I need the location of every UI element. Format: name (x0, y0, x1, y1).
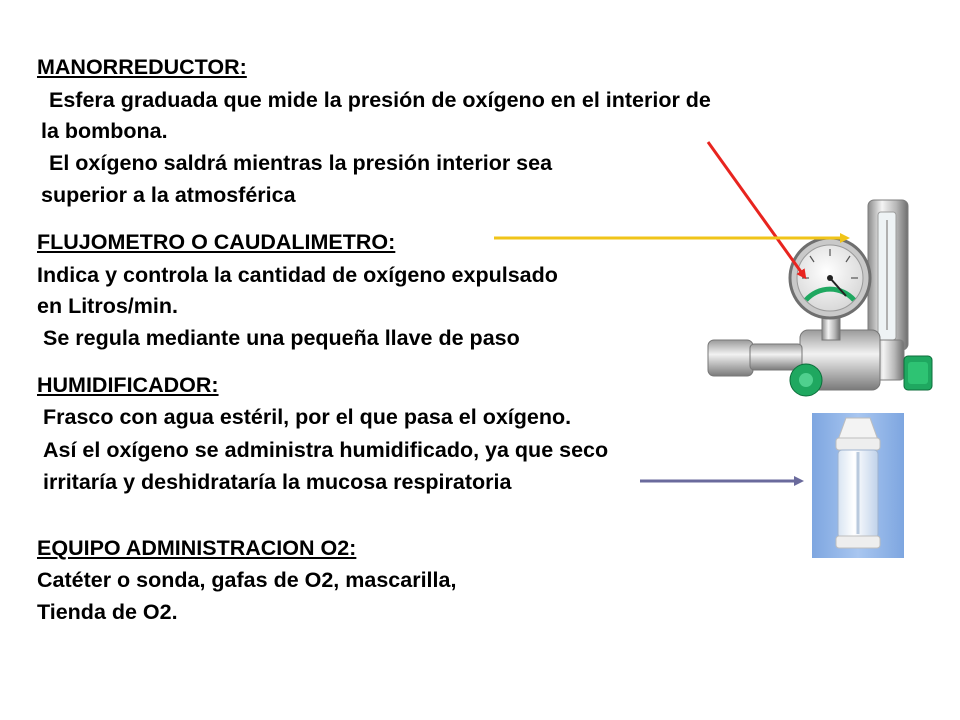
flujometro-line-3: Se regula mediante una pequeña llave de paso (43, 326, 520, 350)
humidificador-line-3: irritaría y deshidrataría la mucosa respiratoria (43, 470, 512, 494)
equipo-line-1: Catéter o sonda, gafas de O2, mascarilla, (37, 568, 457, 592)
equipo-line-2: Tienda de O2. (37, 600, 178, 624)
humidificador-heading: HUMIDIFICADOR: (37, 373, 219, 397)
manorreductor-line-4: superior a la atmosférica (41, 183, 296, 207)
manorreductor-line-3: El oxígeno saldrá mientras la presión interior sea (49, 151, 553, 175)
humidificador-line-2: Así el oxígeno se administra humidificado, ya que seco (43, 438, 609, 462)
flujometro-heading: FLUJOMETRO O CAUDALIMETRO: (37, 230, 396, 254)
flujometro-line-1: Indica y controla la cantidad de oxígeno expulsado (37, 263, 558, 287)
manorreductor-arrow (708, 142, 804, 276)
flujometro-line-2: en Litros/min. (37, 294, 178, 318)
equipo-heading: EQUIPO ADMINISTRACION O2: (37, 536, 357, 560)
humidificador-line-1: Frasco con agua estéril, por el que pasa el oxígeno. (43, 405, 572, 429)
manorreductor-line-1: Esfera graduada que mide la presión de oxígeno en el interior de (49, 88, 711, 112)
manorreductor-heading: MANORREDUCTOR: (37, 55, 247, 79)
manorreductor-line-2: la bombona. (41, 119, 168, 143)
